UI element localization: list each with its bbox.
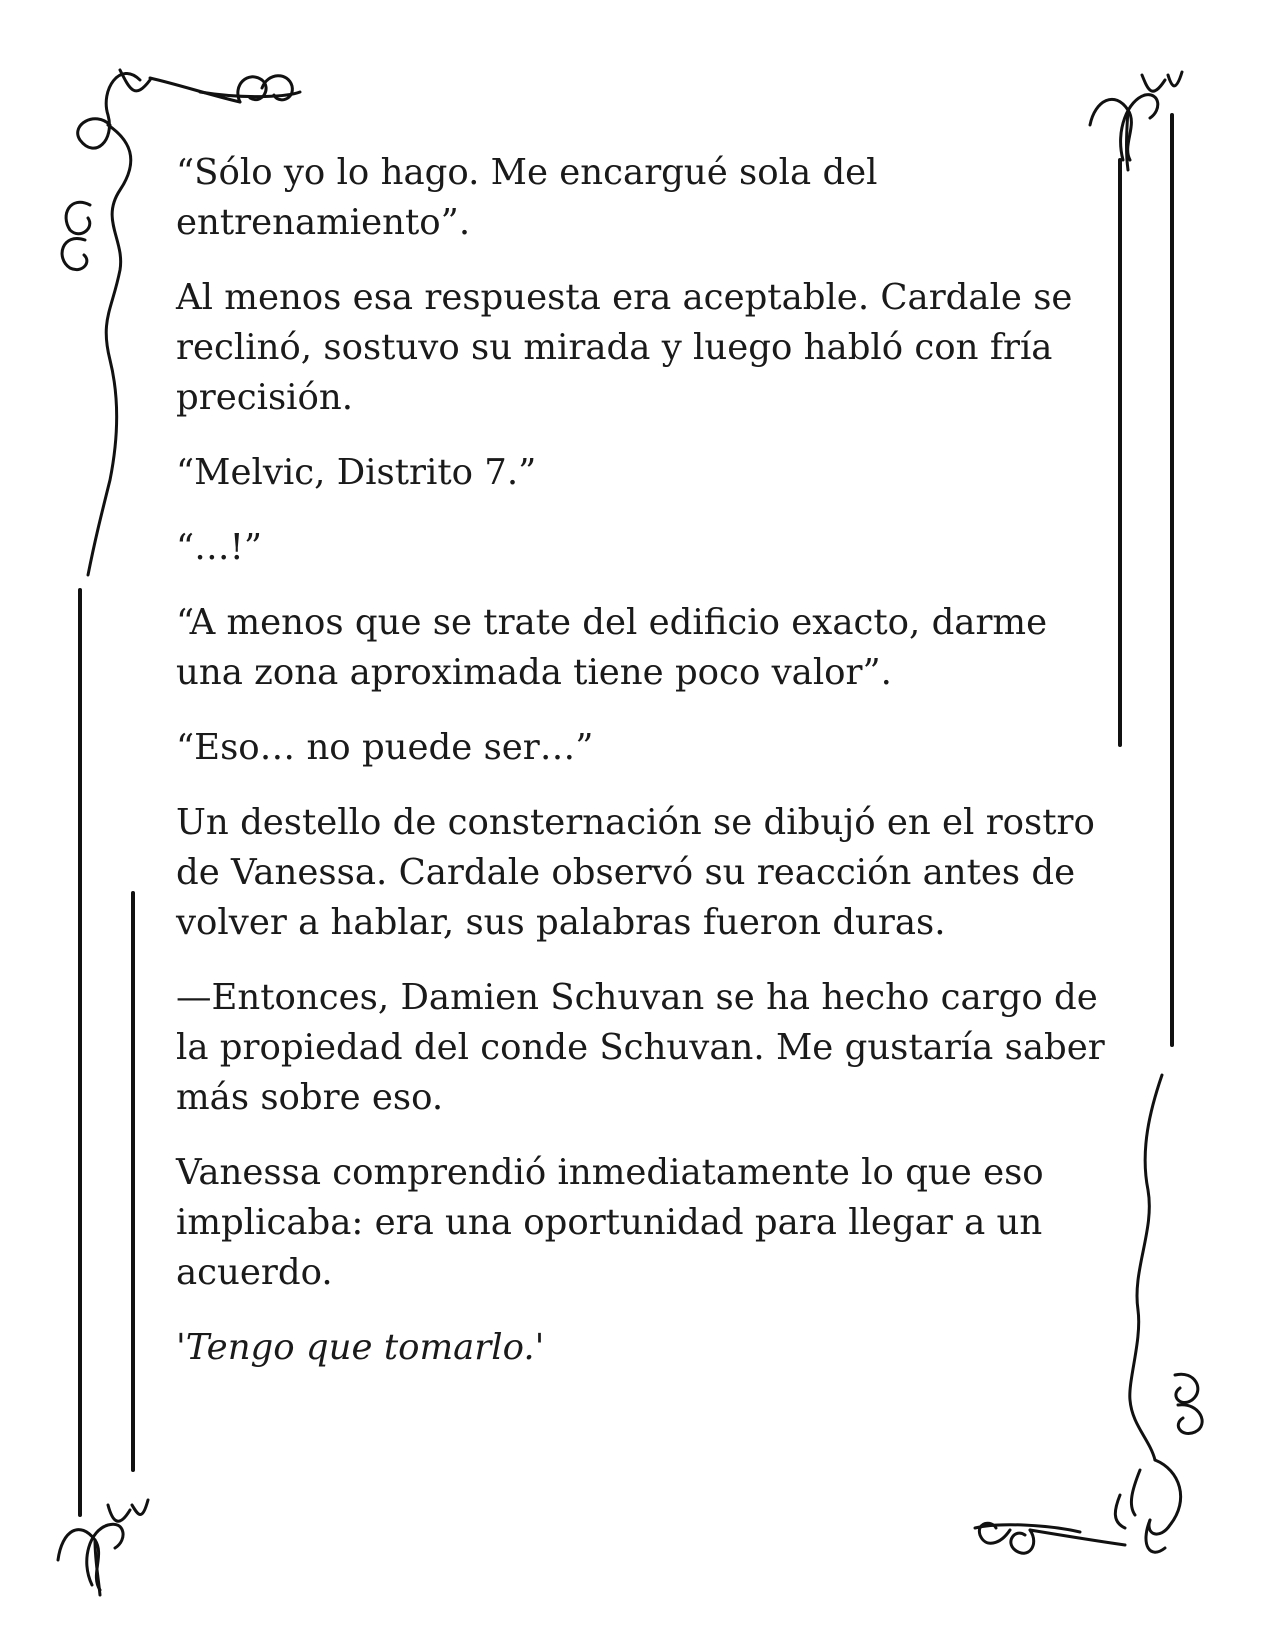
document-body: [176, 148, 1106, 1398]
paragraph: —Entonces, Damien Schuvan se ha hecho cargo de la propiedad del conde Schuvan. Me gustaría saber más sobre eso.: [176, 977, 1105, 1118]
paragraph: “…!”: [176, 527, 263, 568]
paragraph: Un destello de consternación se dibujó en el rostro de Vanessa. Cardale observó su reacción antes de volver a hablar, sus palabras fueron duras.: [176, 802, 1095, 943]
paragraph: “A menos que se trate del edificio exacto, darme una zona aproximada tiene poco valor”.: [176, 602, 1048, 693]
paragraph: “Sólo yo lo hago. Me encargué sola del entrenamiento”.: [176, 152, 878, 243]
paragraph: Vanessa comprendió inmediatamente lo que eso implicaba: era una oportunidad para llegar a un acuerdo.: [176, 1152, 1044, 1293]
bottom-left-flourish-icon: [58, 1500, 148, 1595]
closing-thought: 'Tengo que tomarlo.': [176, 1327, 545, 1368]
paragraph: “Melvic, Distrito 7.”: [176, 452, 537, 493]
paragraph: “Eso… no puede ser…”: [176, 727, 594, 768]
paragraph: Al menos esa respuesta era aceptable. Cardale se reclinó, sostuvo su mirada y luego habló con fría precisión.: [176, 277, 1073, 418]
